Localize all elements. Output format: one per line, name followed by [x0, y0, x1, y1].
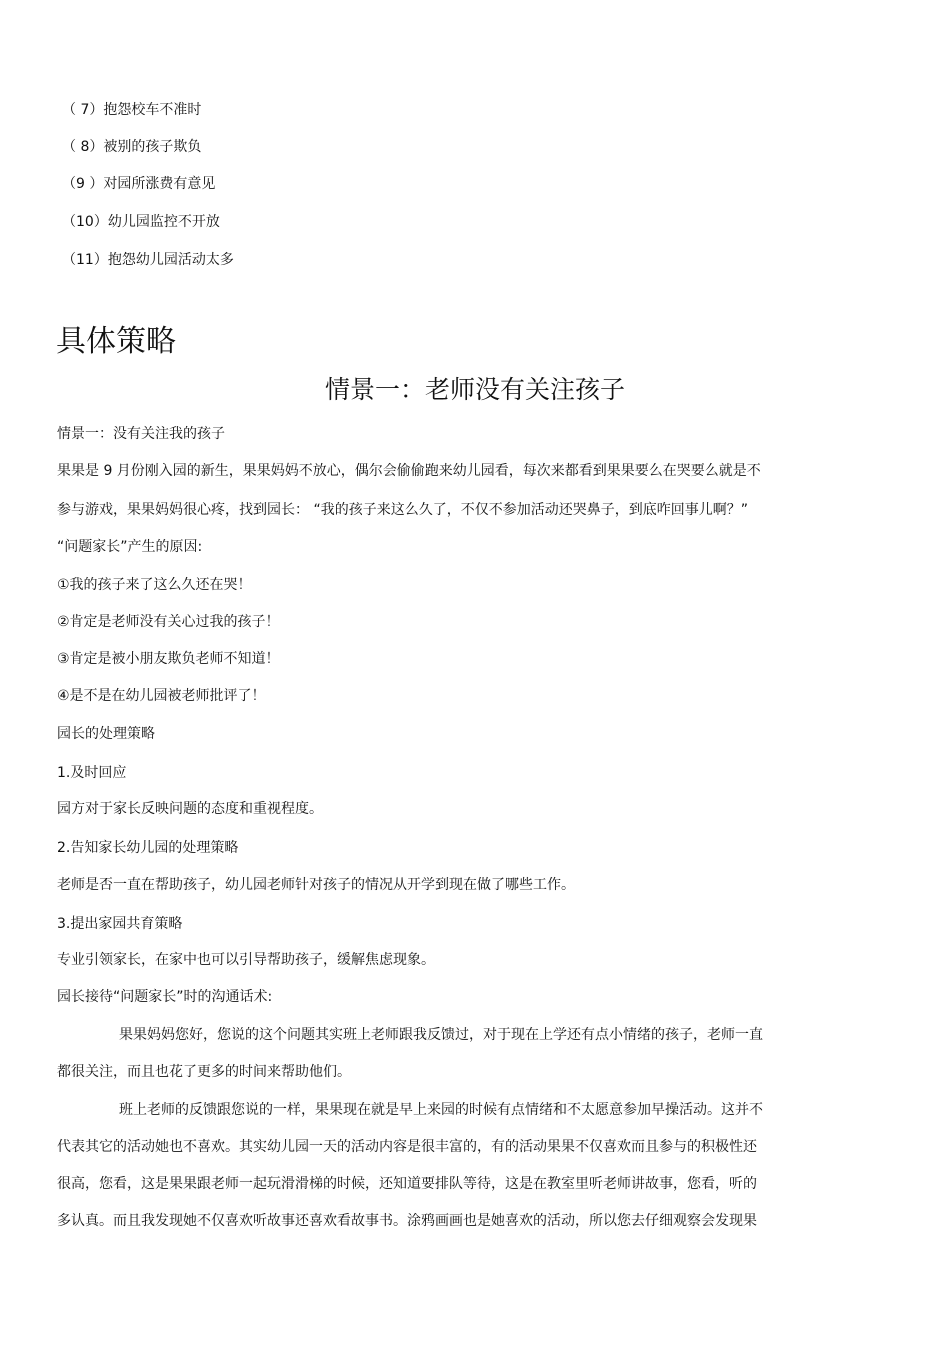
causes-heading: “问题家长”产生的原因: [57, 539, 203, 555]
paragraph-line: 很高，您看，这是果果跟老师一起玩滑滑梯的时候，还知道要排队等待，这是在教室里听老师讲故事，您看，听的 [57, 1176, 757, 1192]
list-item: （10）幼儿园监控不开放 [62, 214, 220, 230]
script-heading: 园长接待“问题家长”时的沟通话术: [57, 989, 273, 1005]
section-title: 具体策略 [56, 324, 176, 359]
strategy-title: 1.及时回应 [57, 765, 127, 781]
strategy-desc: 老师是否一直在帮助孩子，幼儿园老师针对孩子的情况从开学到现在做了哪些工作。 [57, 877, 575, 893]
strategy-title: 3.提出家园共育策略 [57, 916, 183, 932]
story-line: 参与游戏，果果妈妈很心疼，找到园长： “我的孩子来这么久了，不仅不参加活动还哭鼻子，到底咋回事儿啊？” [57, 502, 748, 518]
strategy-desc: 园方对于家长反映问题的态度和重视程度。 [57, 801, 323, 817]
paragraph-line: 都很关注，而且也花了更多的时间来帮助他们。 [57, 1064, 351, 1080]
story-line: 果果是 9 月份刚入园的新生，果果妈妈不放心，偶尔会偷偷跑来幼儿园看，每次来都看到果果要么在哭要么就是不 [57, 463, 761, 479]
scenario-title: 情景一：老师没有关注孩子 [324, 375, 625, 404]
strategy-title: 2.告知家长幼儿园的处理策略 [57, 840, 239, 856]
cause-item: ④是不是在幼儿园被老师批评了！ [57, 688, 266, 704]
list-item: （ 7）抱怨校车不准时 [62, 102, 202, 118]
strategy-heading: 园长的处理策略 [57, 726, 155, 742]
paragraph-line: 果果妈妈您好，您说的这个问题其实班上老师跟我反馈过，对于现在上学还有点小情绪的孩子，老师一直 [119, 1027, 763, 1043]
cause-item: ①我的孩子来了这么久还在哭！ [57, 577, 252, 593]
paragraph-line: 班上老师的反馈跟您说的一样，果果现在就是早上来园的时候有点情绪和不太愿意参加早操活动。这并不 [119, 1102, 763, 1118]
paragraph-line: 多认真。而且我发现她不仅喜欢听故事还喜欢看故事书。涂鸦画画也是她喜欢的活动，所以您去仔细观察会发现果 [57, 1213, 757, 1229]
scenario-label: 情景一：没有关注我的孩子 [57, 426, 225, 442]
paragraph-line: 代表其它的活动她也不喜欢。其实幼儿园一天的活动内容是很丰富的，有的活动果果不仅喜欢而且参与的积极性还 [57, 1139, 757, 1155]
list-item: （11）抱怨幼儿园活动太多 [62, 252, 234, 268]
cause-item: ②肯定是老师没有关心过我的孩子！ [57, 614, 280, 630]
strategy-desc: 专业引领家长，在家中也可以引导帮助孩子，缓解焦虑现象。 [57, 952, 435, 968]
cause-item: ③肯定是被小朋友欺负老师不知道！ [57, 651, 280, 667]
list-item: （ 8）被别的孩子欺负 [62, 139, 202, 155]
list-item: （9 ）对园所涨费有意见 [62, 176, 216, 192]
